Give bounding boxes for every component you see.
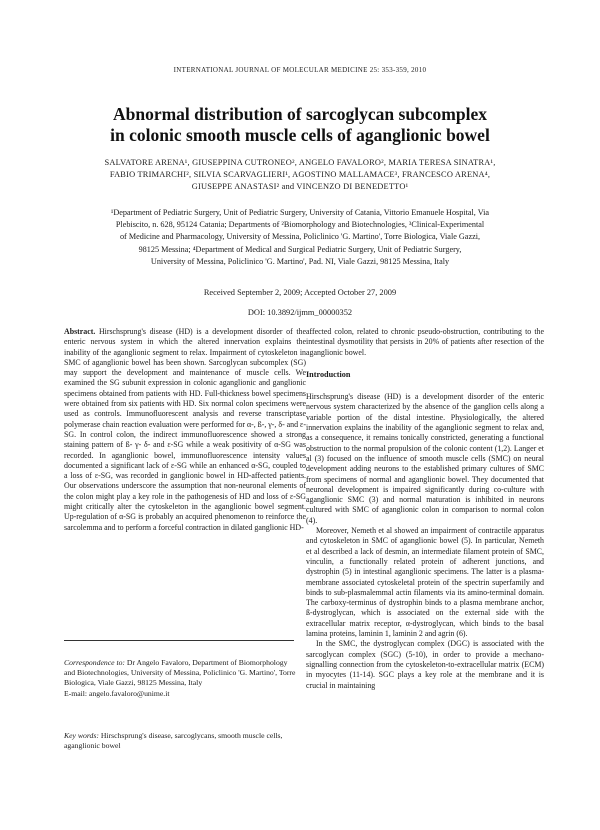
introduction-paragraph-1: Hirschsprung's disease (HD) is a development disorder of the enteric nervous system characterized by the absence of the ganglion cells along a variable portion of the distal intestine. Physiologically, the altered innervation explains the inability of the aganglionic segment to relax and, as a consequence, it remains tonically constricted, generating a functional obstruction to the normal propulsion of the colonic content (1,2). Langer et al (3) focused on the influence of smooth muscle cells (SMC) on neural development adding neurons to the established primary cultures of SMC from specimens of normal and aganglionic bowel. They documented that neuronal development is impaired significantly during co-culture with aganglionic SMC (3) and normal maturation is inhibited in neurons cultured with SMC of aganglionic colon in comparison to normal colon (4). [306, 392, 544, 525]
keywords-label: Key words: [64, 731, 99, 740]
keywords-footnote [64, 731, 300, 751]
doi: DOI: 10.3892/ijmm_00000352 [247, 308, 353, 317]
correspondence-label: Correspondence to: [64, 658, 125, 667]
introduction-heading: Introduction [306, 369, 351, 379]
affiliation-line-4: 98125 Messina; ⁴Department of Medical and Surgical Pediatric Surgery, Unit of Pediatric Surgery, [138, 244, 462, 254]
running-head: INTERNATIONAL JOURNAL OF MOLECULAR MEDICINE 25: 353-359, 2010 [173, 66, 427, 74]
introduction-paragraph-2: Moreover, Nemeth et al showed an impairment of contractile apparatus and cytoskeleton in SMC of aganglionic bowel (5). In particular, Nemeth et al described a lack of desmin, an intermediate filament protein of SMC, vinculin, a functionally related protein of adherent junctions, and dystrophin (5) in intestinal aganglionic specimens. The latter is a plasma-membrane associated cytoskeletal protein of the spectrin superfamily and binds to sub-plasmalemmal actin filaments via its amino-terminal domain. The carboxy-terminus of dystrophin binds to a plasma membrane anchor, ß-dystroglycan, which is associated on the external side with the extracellular matrix receptor, α-dystroglycan, which binds to the basal lamina proteins, laminin 1, laminin 2 and agrin (6). [306, 526, 544, 639]
authors-line-1: SALVATORE ARENA¹, GIUSEPPINA CUTRONEO², ANGELO FAVALORO², MARIA TERESA SINATRA¹, [104, 158, 496, 167]
footnote-rule [64, 640, 294, 641]
right-column [306, 327, 544, 691]
authors-line-3: GIUSEPPE ANASTASI² and VINCENZO DI BENEDETTO¹ [191, 182, 409, 191]
introduction-paragraph-3: In the SMC, the dystroglycan complex (DGC) is associated with the sarcoglycan complex (SGC) (5-10), in order to provide a mechano-signalling connection from the cytoskeleton-to-extracellular matrix (ECM) in myocytes (11-14). SGC plays a key role at the membrane and it is crucial in maintaining [306, 639, 544, 690]
affiliation-line-1: ¹Department of Pediatric Surgery, Unit of Pediatric Surgery, University of Catania, Vittorio Emanuele Hospital, Via [110, 208, 490, 217]
affiliation-line-2: Plebiscito, n. 628, 95124 Catania; Departments of ²Biomorphology and Biotechnologies, ³Clinical-Experimental [115, 220, 485, 230]
abstract-paragraph [64, 327, 306, 533]
abstract-text: Hirschsprung's disease (HD) is a development disorder of the enteric nervous system in which the altered innervation explains the inability of the aganglionic segment to relax. Impairment of cytoskeleton in SMC of aganglionic bowel has been shown. Sarcoglycan subcomplex (SG) may support the development and maintenance of muscle cells. We examined the SG subunit expression in colonic aganglionic and ganglionic specimens obtained from patients with HD. Full-thickness bowel specimens were obtained from six patients with HD. Six normal colon specimens were used as controls. Immunofluorescent analysis and reverse transcriptase polymerase chain reaction evaluation were performed for α-, ß-, γ-, δ- and ε-SG. In control colon, the indirect immunofluorescence showed a strong staining pattern of ß- γ- δ- and ε-SG while a weak positivity of α-SG was recorded. In aganglionic bowel, immunofluorescence intensity values documented a significant lack of ε-SG while an enhanced α-SG, coupled to a loss of ε-SG, was recorded in ganglionic bowel in HD-affected patients. Our observations underscore the assumption that non-neuronal elements of the colon might play a key role in the pathogenesis of HD and loss of ε-SG might critically alter the cytoskeleton in the aganglionic bowel segment. Up-regulation of α-SG is probably an acquired phenomenon to reinforce the sarcolemma and to perform a forceful contraction in dilated ganglionic HD- [64, 327, 306, 532]
affiliations [70, 207, 530, 268]
keywords-text: Hirschsprung's disease, sarcoglycans, smooth muscle cells, aganglionic bowel [64, 731, 283, 751]
left-column [64, 327, 306, 533]
title-line-2: in colonic smooth muscle cells of aganglionic bowel [110, 125, 490, 145]
correspondence-email: E-mail: angelo.favaloro@unime.it [64, 688, 170, 698]
received-accepted-dates: Received September 2, 2009; Accepted October 27, 2009 [203, 288, 397, 297]
correspondence-text: Dr Angelo Favaloro, Department of Biomorphology and Biotechnologies, University of Messina, Policlinico 'G. Martino', Torre Biologica, Viale Gazzi, 98125 Messina, Italy [64, 658, 296, 688]
abstract-label: Abstract. [64, 327, 96, 336]
authors-line-2: FABIO TRIMARCHI², SILVIA SCARVAGLIERI¹, AGOSTINO MALLAMACE³, FRANCESCO ARENA⁴, [109, 170, 491, 179]
author-list [40, 157, 560, 193]
title-line-1: Abnormal distribution of sarcoglycan subcomplex [112, 104, 487, 124]
article-title [40, 104, 560, 146]
affiliation-line-5: University of Messina, Policlinico 'G. Martino', Pad. NI, Viale Gazzi, 98125 Messina, Italy [150, 256, 450, 266]
affiliation-line-3: of Medicine and Pharmacology, University of Messina, Policlinico 'G. Martino', Torre Biologica, Viale Gazzi, [119, 232, 481, 242]
abstract-continuation: affected colon, related to chronic pseudo-obstruction, contributing to the intestinal dysmotility that persists in 20% of patients after resection of the aganglionic bowel. [306, 327, 544, 357]
correspondence-footnote [64, 658, 300, 699]
